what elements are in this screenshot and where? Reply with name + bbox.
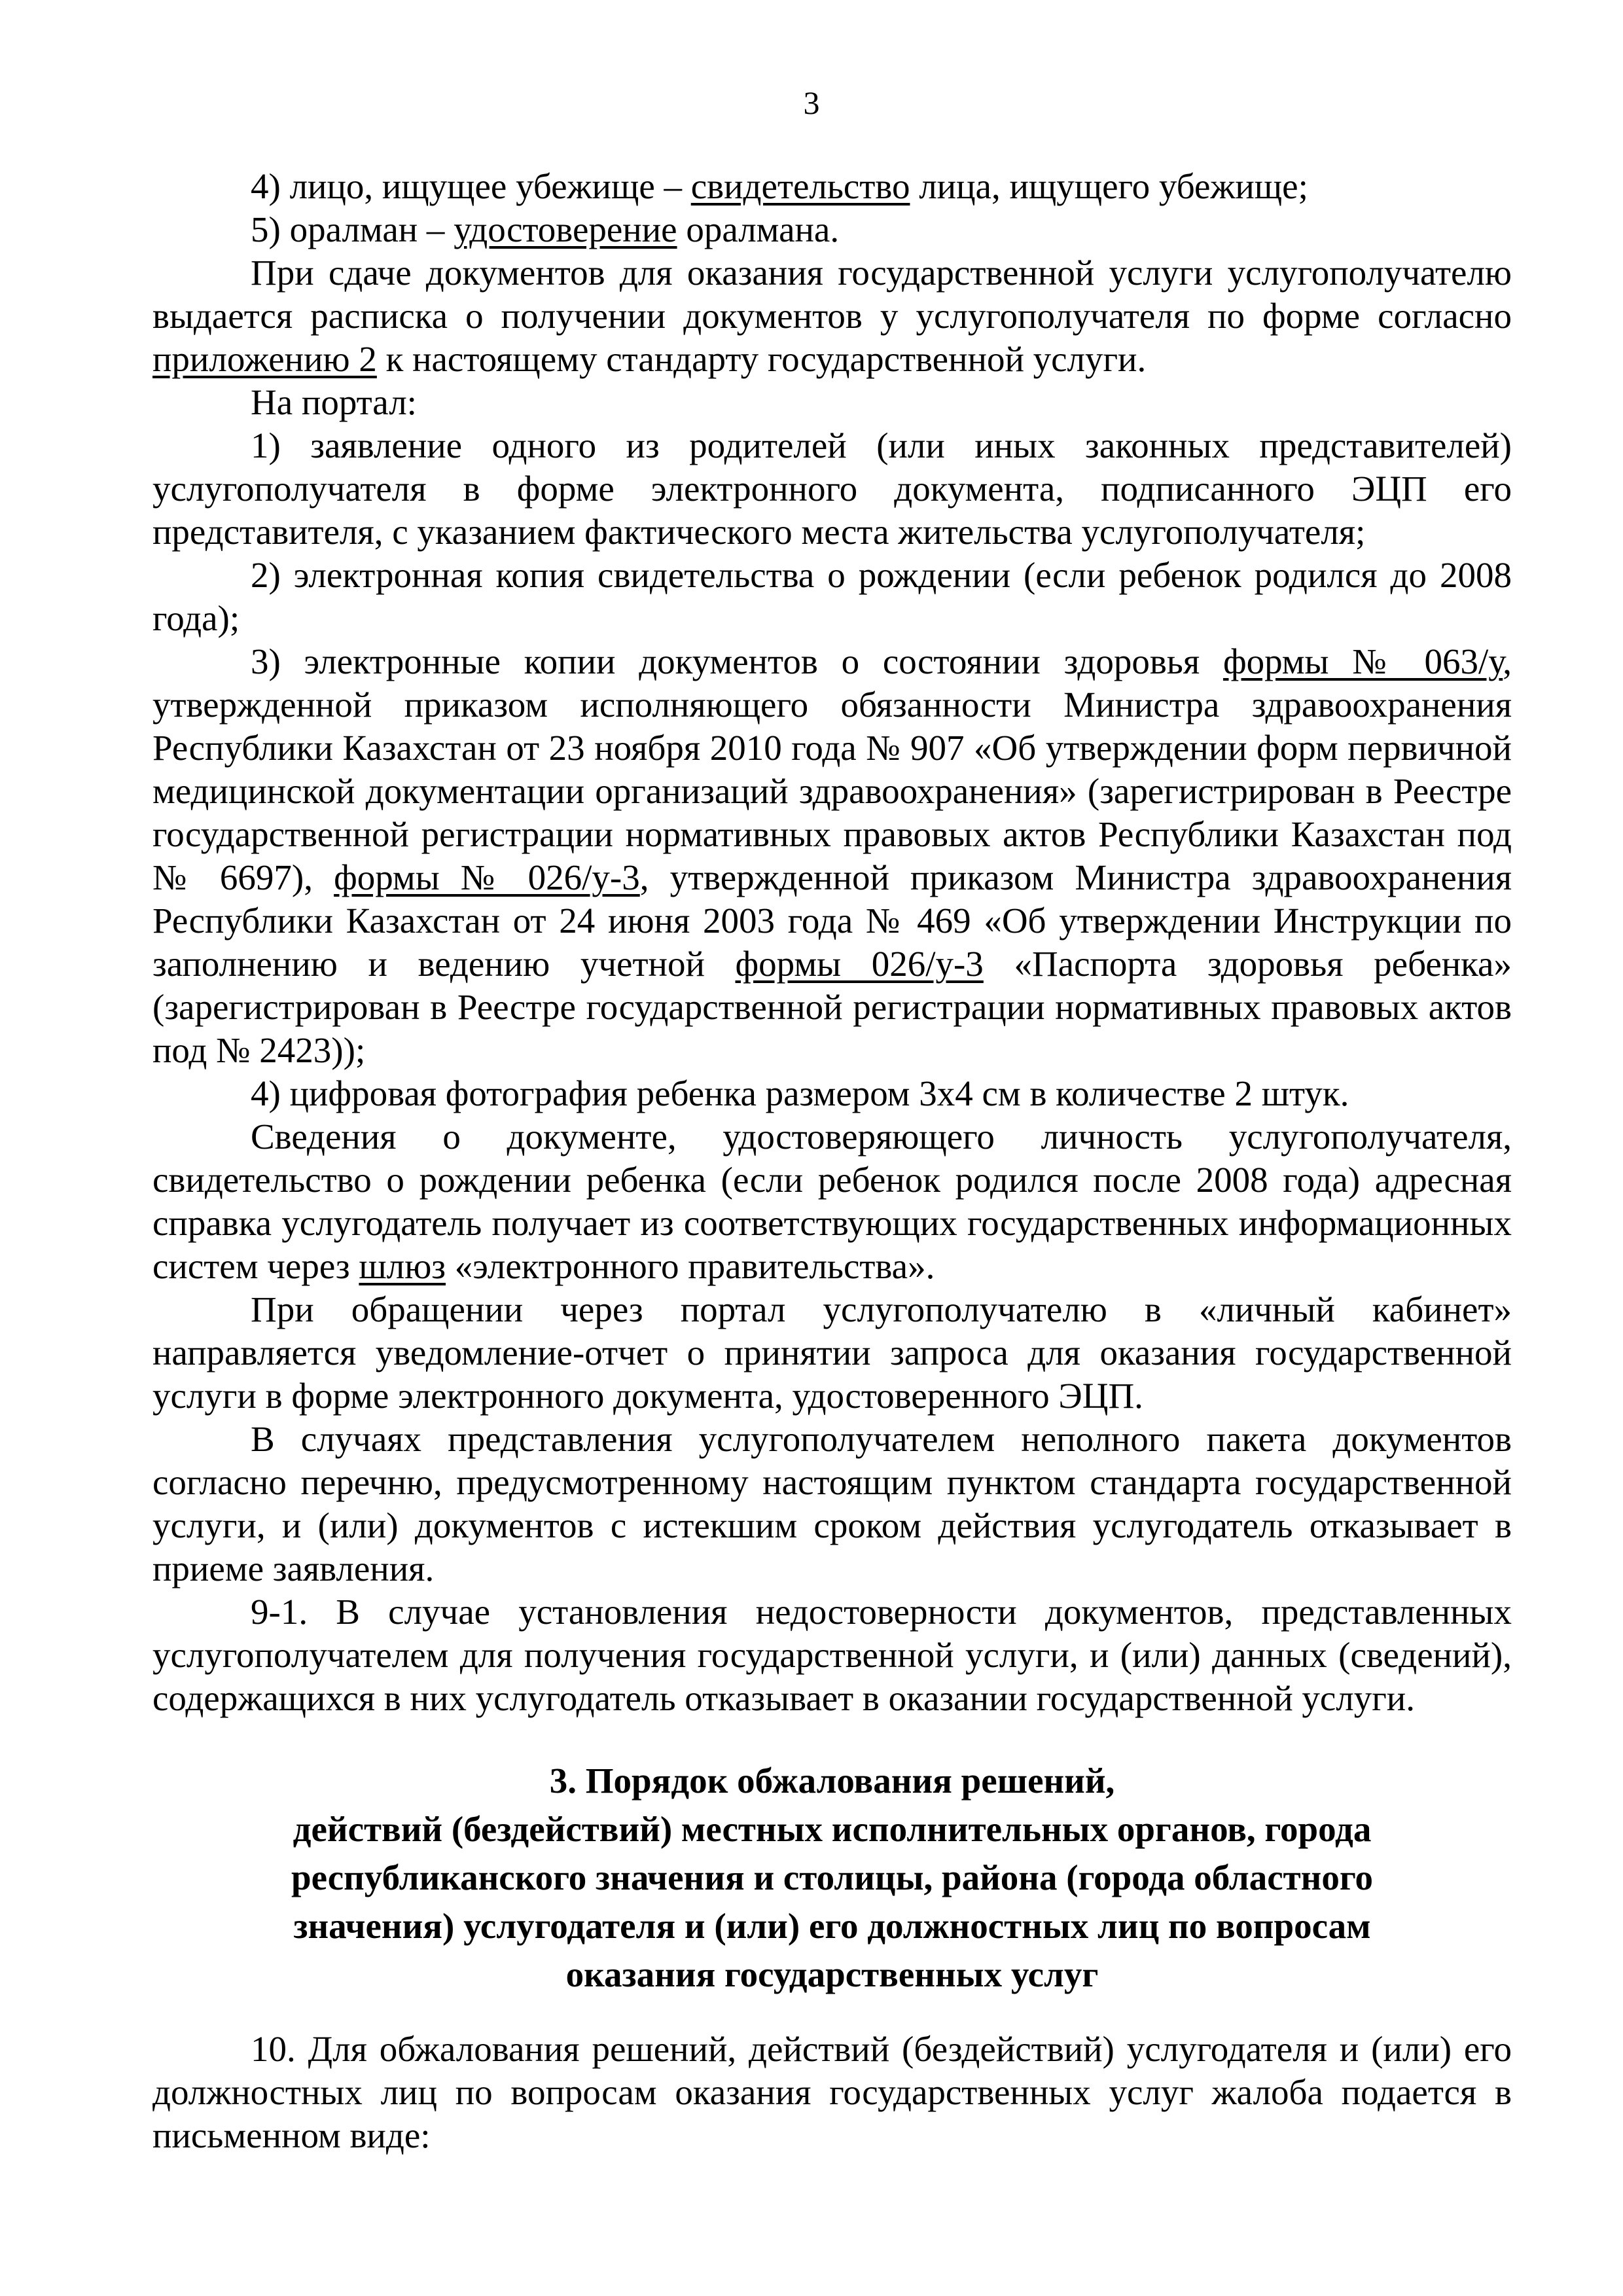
- ref-prilozhenie-2: приложению 2: [152, 339, 377, 379]
- section-heading-line-3: республиканского значения и столицы, района (города областного: [291, 1857, 1373, 1897]
- text-segment: «электронного правительства».: [446, 1246, 935, 1286]
- list-item-5: [152, 208, 1512, 251]
- ref-forma-063u: формы № 063/у: [1222, 641, 1503, 681]
- text-segment: , утвержденной приказом исполняющего обязанности Министра здравоохранения Республики Казахстан от 23 ноября 2010 года № 907 «Об утверждении форм первичной медицинской документации организаций здравоохранения» (зарегистрирован в Реестре государственной регистрации нормативных правовых актов Республики Казахстан под № 6697),: [152, 641, 1512, 897]
- text-segment: , утвержденной приказом Министра здравоохранения Республики Казахстан от 24 июня 2003 года № 469 «Об утверждении Инструкции по заполнению и ведению учетной: [152, 857, 1512, 984]
- paragraph-portal-intro: На портал:: [251, 382, 417, 422]
- paragraph-9-1: 9-1. В случае установления недостоверности документов, представленных услугополучателем для получения государственной услуги, и (или) данных (сведений), содержащихся в них услугодатель отказывает в оказании государственной услуги.: [152, 1592, 1512, 1718]
- section-heading-line-2: действий (бездействий) местных исполнительных органов, города: [293, 1809, 1372, 1849]
- section-heading-line-5: оказания государственных услуг: [565, 1954, 1099, 1994]
- section-heading: [152, 1757, 1512, 1999]
- paragraph-info-systems: [152, 1115, 1512, 1288]
- portal-item-4: 4) цифровая фотография ребенка размером 3х4 см в количестве 2 штук.: [251, 1073, 1349, 1113]
- text-segment: «Паспорта здоровья ребенка» (зарегистрирован в Реестре государственной регистрации нормативных правовых актов под № 2423));: [152, 944, 1512, 1070]
- text-segment: оралмана.: [677, 209, 840, 249]
- paragraph-cabinet: При обращении через портал услугополучателю в «личный кабинет» направляется уведомление-отчет о принятии запроса для оказания государственной услуги в форме электронного документа, удостоверенного ЭЦП.: [152, 1289, 1512, 1416]
- text-segment: Сведения о документе, удостоверяющего личность услугополучателя, свидетельство о рождении ребенка (если ребенок родился после 2008 года) адресная справка услугодатель получает из соответствующих государственных информационных систем через: [152, 1117, 1512, 1286]
- ref-forma-026u3: формы № 026/у-3: [334, 857, 640, 897]
- page-number: 3: [803, 84, 820, 121]
- text-segment: к настоящему стандарту государственной услуги.: [376, 339, 1147, 379]
- paragraph-receipt: [152, 251, 1512, 381]
- ref-udostoverenie: удостоверение: [454, 209, 677, 249]
- portal-item-1: 1) заявление одного из родителей (или иных законных представителей) услугополучателя в форме электронного документа, подписанного ЭЦП его представителя, с указанием фактического места жительства услугополучателя;: [152, 425, 1512, 552]
- paragraph-incomplete-package: В случаях представления услугополучателем неполного пакета документов согласно перечню, предусмотренному настоящим пунктом стандарта государственной услуги, и (или) документов с истекшим сроком действия услугодатель отказывает в приеме заявления.: [152, 1419, 1512, 1588]
- paragraph-10: 10. Для обжалования решений, действий (бездействий) услугодателя и (или) его должностных лиц по вопросам оказания государственных услуг жалоба подается в письменном виде:: [152, 2029, 1512, 2155]
- section-heading-line-1: 3. Порядок обжалования решений,: [549, 1761, 1115, 1801]
- text-segment: лица, ищущего убежище;: [910, 166, 1308, 206]
- text-segment: 5) оралман –: [251, 209, 454, 249]
- document-content: [152, 165, 1512, 2157]
- text-segment: 4) лицо, ищущее убежище –: [251, 166, 691, 206]
- portal-item-3: [152, 640, 1512, 1072]
- ref-svidetelstvo: свидетельство: [690, 166, 910, 206]
- list-item-4: [152, 165, 1512, 208]
- section-heading-line-4: значения) услугодателя и (или) его должностных лиц по вопросам: [293, 1906, 1371, 1946]
- ref-uchetnaya-forma-026u3: формы 026/у-3: [735, 944, 984, 984]
- text-segment: При сдаче документов для оказания государственной услуги услугополучателю выдается расписка о получении документов у услугополучателя по форме согласно: [152, 253, 1512, 336]
- portal-item-2: 2) электронная копия свидетельства о рождении (если ребенок родился до 2008 года);: [152, 555, 1512, 638]
- text-segment: 3) электронные копии документов о состоянии здоровья: [251, 641, 1223, 681]
- ref-shlyuz: шлюз: [359, 1246, 446, 1286]
